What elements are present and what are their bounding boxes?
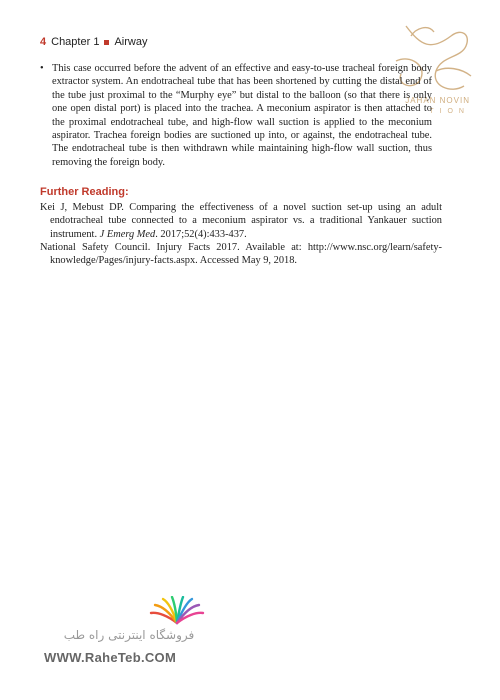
book-fan-logo-icon [148, 596, 206, 626]
page-number: 4 [40, 36, 47, 48]
page-header [40, 36, 147, 48]
footer-persian-text: فروشگاه اینترنتی راه طب [63, 628, 195, 642]
footer-url-link[interactable]: WWW.RaheTeb.COM [44, 650, 177, 665]
reference-journal: J Emerg Med [99, 228, 156, 240]
bullet-marker: • [40, 63, 44, 74]
further-reading-heading: Further Reading: [40, 186, 129, 198]
watermark-brand: JAHAN NOVIN [405, 96, 470, 105]
chapter-label: Chapter 1 [51, 36, 100, 48]
separator-square-icon [104, 40, 109, 45]
bullet-text: This case occurred before the advent of an effective and easy-to-use tracheal foreign body extractor system. An endotracheal tube that has been shortened by cutting the distal end of the tube just proximal to the “Murphy eye” but distal to the balloon (so that there is only one open distal port) is placed into the trachea. A meconium aspirator is then attached to the proximal endotracheal tube, and high-flow wall suction is applied to the meconium aspirator. Trachea foreign bodies are suctioned up into, or against, the endotracheal tube. The endotracheal tube is then withdrawn while maintaining high-flow wall suction, thus removing the foreign body. [52, 63, 432, 168]
reference-text: National Safety Council. Injury Facts 2017. Available at: http://www.nsc.org/learn/safety-knowledge/Pages/injury-facts.aspx. Accessed May 9, 2018. [40, 242, 442, 267]
section-label: Airway [114, 36, 148, 48]
bullet-paragraph [40, 62, 432, 169]
reference-text: Kei J, Mebust DP. Comparing the effectiveness of a novel suction set-up using an adult endotracheal tube connected to a meconium aspirator vs. a traditional Yankauer suction instrument. [40, 202, 442, 240]
watermark-tagline: TION [429, 108, 470, 115]
reference-item [40, 201, 442, 241]
reference-citation: . 2017;52(4):433-437. [155, 228, 247, 240]
reference-item [40, 241, 442, 268]
